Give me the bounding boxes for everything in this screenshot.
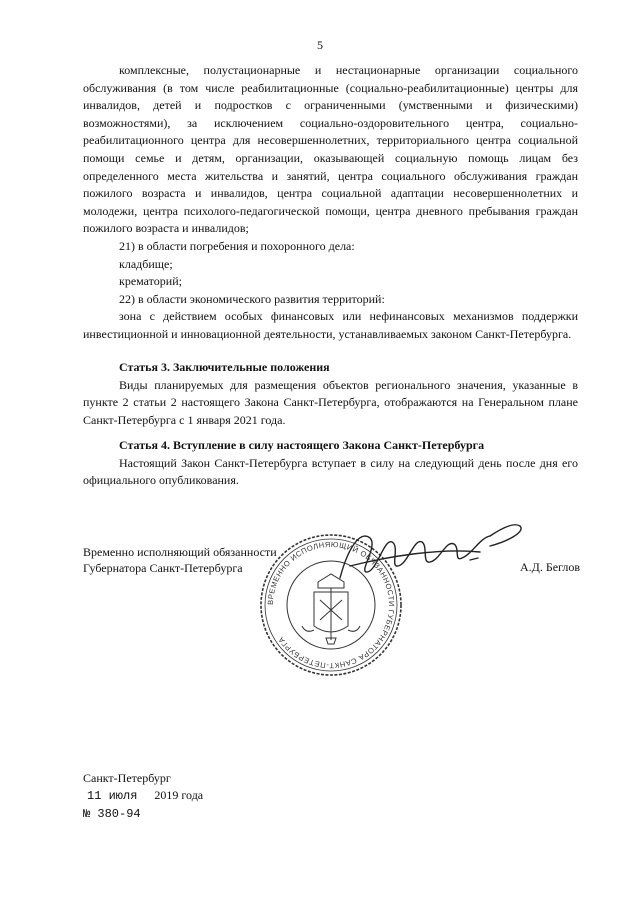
article-4	[83, 437, 578, 490]
list-item: кладбище;	[119, 256, 173, 271]
list-continuation	[83, 62, 578, 344]
article-3-text: Виды планируемых для размещения объектов регионального значения, указанные в пункте 2 статьи 2 настоящего Закона Санкт-Петербурга, отображаются на Генеральном плане Санкт-Петербурга с 1 января 2021 года.	[83, 377, 578, 427]
footer-city: Санкт-Петербург	[83, 771, 171, 785]
article-3	[83, 359, 578, 429]
footer	[83, 770, 203, 823]
footer-date-year: 2019 года	[154, 788, 204, 802]
signature-title	[83, 544, 277, 576]
list-paragraph: комплексные, полустационарные и нестационарные организации социального обслуживания (в том числе реабилитационные (социально-реабилитационные) центры для инвалидов, детей и подростков с ограниченными (умственными и физическими) возможностями), за исключением социально-оздоровительного центра, социально-реабилитационного центра для несовершеннолетних, территориального центра социальной помощи семье и детям, организации, оказывающей социальную помощь лицам без определенного места жительства и занятий, центра социального обслуживания граждан пожилого возраста и инвалидов, центра социальной адаптации несовершеннолетних и молодежи, центра психолого-педагогической помощи, центра дневного пребывания граждан пожилого возраста и инвалидов;	[83, 63, 578, 236]
footer-number-value: № 380-94	[83, 807, 141, 821]
article-4-heading: Статья 4. Вступление в силу настоящего Закона Санкт-Петербурга	[119, 438, 485, 452]
signature-title-line: Временно исполняющий обязанности	[83, 545, 277, 559]
footer-date-day-month: 11 июля	[87, 789, 138, 803]
list-item: зона с действием особых финансовых или нефинансовых механизмов поддержки инвестиционной и инновационной деятельности, устанавливаемых законом Санкт-Петербурга.	[83, 309, 578, 341]
footer-date	[83, 787, 203, 805]
signature-title-line: Губернатора Санкт-Петербурга	[83, 561, 243, 575]
page-number: 5	[317, 38, 323, 52]
article-3-heading: Статья 3. Заключительные положения	[119, 360, 330, 374]
seal-text: ВРЕМЕННО ИСПОЛНЯЮЩИЙ ОБЯЗАННОСТИ ГУБЕРНАТОРА САНКТ-ПЕТЕРБУРГА	[265, 539, 397, 671]
signatory-name: А.Д. Беглов	[520, 560, 581, 574]
list-item: крематорий;	[119, 274, 182, 289]
list-item: 21) в области погребения и похоронного дела:	[119, 238, 355, 253]
article-4-text: Настоящий Закон Санкт-Петербурга вступает в силу на следующий день после дня его официального опубликования.	[83, 455, 578, 488]
list-item: 22) в области экономического развития территорий:	[119, 291, 385, 306]
signature-icon	[330, 508, 530, 588]
footer-number	[83, 805, 203, 823]
